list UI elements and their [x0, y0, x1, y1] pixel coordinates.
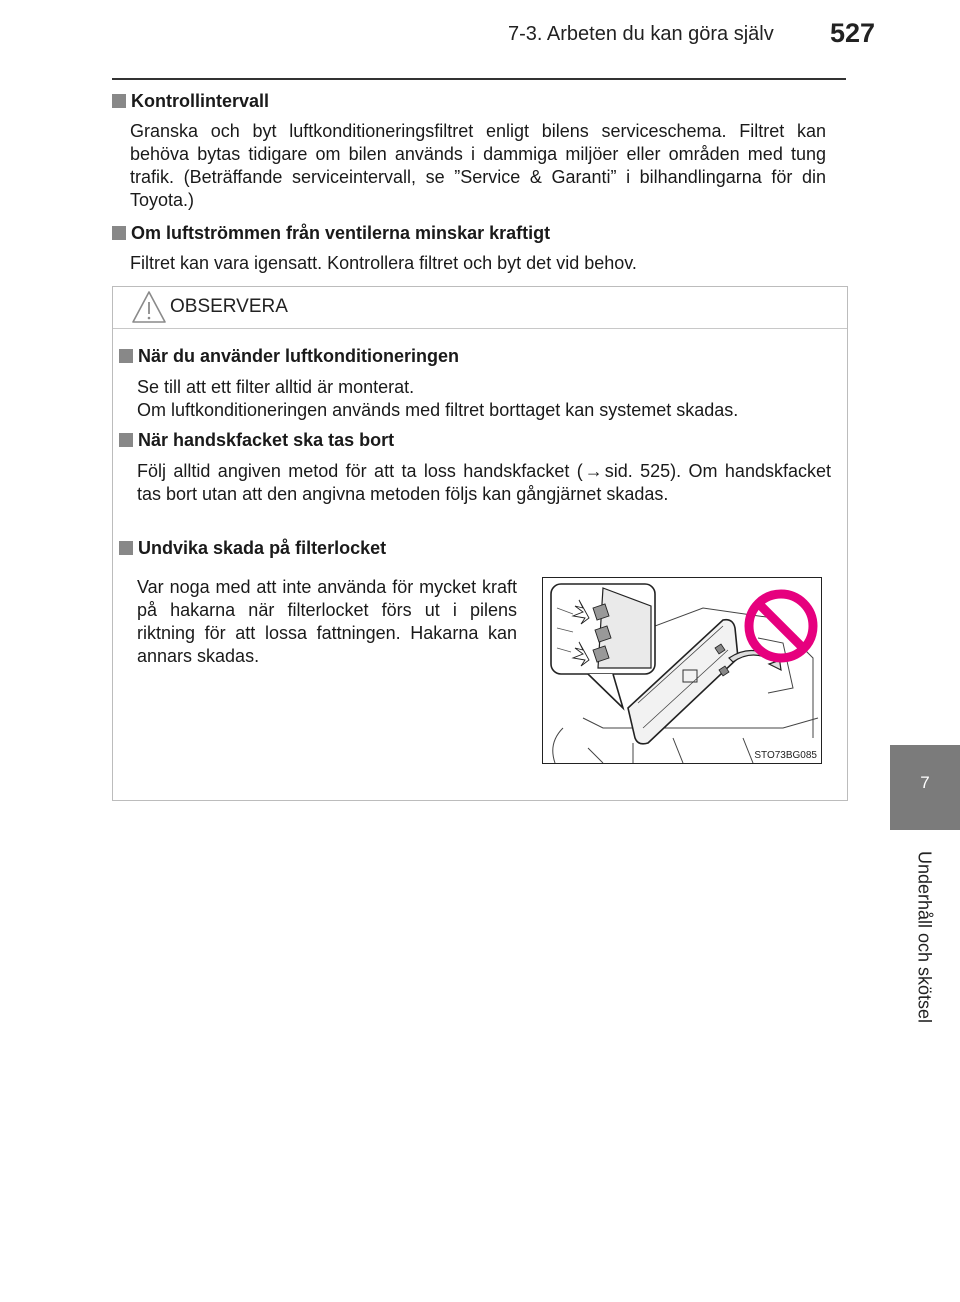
caution-item-heading [119, 538, 386, 559]
section-heading-text: Om luftströmmen från ventilerna minskar kraftigt [131, 223, 551, 243]
caution-item-text [137, 376, 831, 422]
caution-item-heading [119, 346, 459, 367]
chapter-tab[interactable] [890, 745, 960, 830]
caution-item-heading [119, 430, 394, 451]
arrow-right-icon: → [584, 461, 603, 481]
chapter-label: Underhåll och skötsel [914, 850, 935, 1024]
caution-line: Se till att ett filter alltid är monterat. [137, 377, 415, 397]
caution-item-heading-text: När du använder luftkonditioneringen [138, 346, 460, 366]
section-heading [112, 91, 269, 112]
section-heading-text: Kontrollintervall [131, 91, 270, 111]
section-paragraph: Filtret kan vara igensatt. Kontrollera filtret och byt det vid behov. [130, 253, 637, 273]
page-reference-link[interactable]: sid. 525). Om handskfacket tas bort utan att den angivna metoden följs kan gångjärnet skadas. [137, 461, 831, 504]
caution-line: Om luftkonditioneringen används med filtret borttaget kan systemet skadas. [137, 400, 739, 420]
square-bullet-icon [119, 349, 133, 363]
caution-item-heading-text: Undvika skada på filterlocket [138, 538, 387, 558]
warning-triangle-icon [131, 290, 167, 324]
caution-label: OBSERVERA [170, 296, 288, 317]
page-number: 527 [830, 18, 876, 48]
section-paragraph: Granska och byt luftkonditioneringsfiltret enligt bilens serviceschema. Filtret kan behöva bytas tidigare om bilen används i dammiga miljöer eller områden med tung trafik. (Beträffande serviceintervall, se ”Service & Garanti” i bilhandlingarna för din Toyota.) [130, 121, 826, 210]
caution-item-text [137, 460, 831, 506]
header-divider [112, 78, 846, 80]
square-bullet-icon [112, 94, 126, 108]
filter-cover-illustration [542, 577, 822, 764]
caution-box [112, 286, 848, 801]
caution-item-heading-text: När handskfacket ska tas bort [138, 430, 395, 450]
figure-code: STO73BG085 [754, 750, 817, 761]
filter-cover-drawing-icon [543, 578, 821, 763]
section-heading [112, 223, 550, 244]
running-header-title: 7-3. Arbeten du kan göra själv [508, 23, 774, 45]
chapter-number: 7 [920, 773, 930, 792]
square-bullet-icon [112, 226, 126, 240]
caution-text: Följ alltid angiven metod för att ta loss handskfacket ( [137, 461, 583, 481]
square-bullet-icon [119, 541, 133, 555]
caution-item-text: Var noga med att inte använda för mycket kraft på hakarna när filterlocket förs ut i pilens riktning för att lossa fattningen. Hakarna kan annars skadas. [137, 577, 517, 666]
caution-header [113, 287, 847, 329]
square-bullet-icon [119, 433, 133, 447]
